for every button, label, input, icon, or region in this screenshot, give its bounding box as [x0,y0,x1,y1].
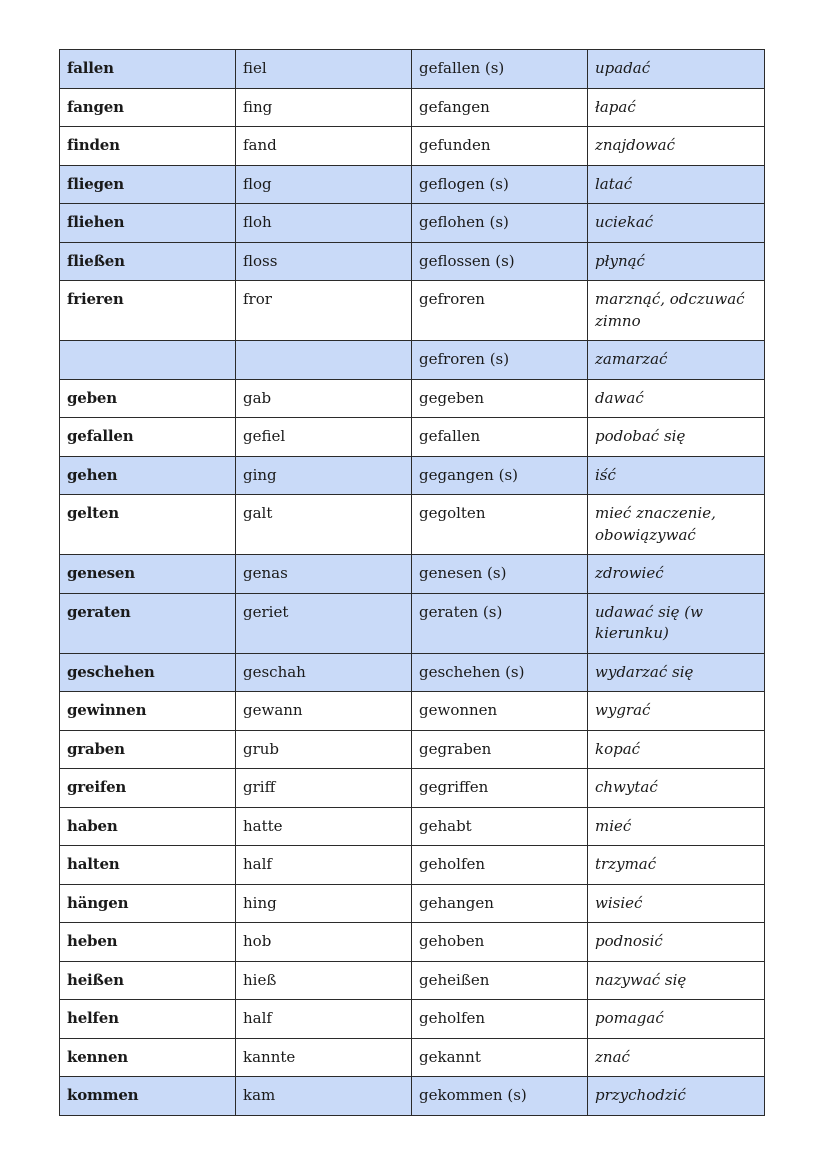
table-row [60,379,765,418]
infinitive-cell: fließen [60,242,236,281]
table-row [60,769,765,808]
table-row [60,807,765,846]
translation-cell: podobać się [588,418,765,457]
translation-cell: marznąć, odczuwać zimno [588,281,765,341]
table-row [60,593,765,653]
table-row [60,88,765,127]
verb-table [59,49,765,1116]
infinitive-cell: frieren [60,281,236,341]
translation-cell: wydarzać się [588,653,765,692]
infinitive-cell: fliegen [60,165,236,204]
praeteritum-cell: fiel [236,50,412,89]
table-row [60,730,765,769]
infinitive-cell: geschehen [60,653,236,692]
partizip-cell: gehabt [412,807,588,846]
translation-cell: podnosić [588,923,765,962]
praeteritum-cell: hieß [236,961,412,1000]
praeteritum-cell: ging [236,456,412,495]
translation-cell: uciekać [588,204,765,243]
praeteritum-cell: geschah [236,653,412,692]
partizip-cell: gehangen [412,884,588,923]
praeteritum-cell: galt [236,495,412,555]
partizip-cell: gefangen [412,88,588,127]
translation-cell: mieć znaczenie, obowiązywać [588,495,765,555]
infinitive-cell: gewinnen [60,692,236,731]
partizip-cell: gefroren [412,281,588,341]
translation-cell: dawać [588,379,765,418]
partizip-cell: gegolten [412,495,588,555]
infinitive-cell: heben [60,923,236,962]
translation-cell: płynąć [588,242,765,281]
praeteritum-cell: hing [236,884,412,923]
infinitive-cell: gelten [60,495,236,555]
partizip-cell: gegraben [412,730,588,769]
infinitive-cell: fliehen [60,204,236,243]
praeteritum-cell: gefiel [236,418,412,457]
infinitive-cell: helfen [60,1000,236,1039]
infinitive-cell: haben [60,807,236,846]
praeteritum-cell: fror [236,281,412,341]
table-row [60,884,765,923]
partizip-cell: geflohen (s) [412,204,588,243]
table-row [60,341,765,380]
infinitive-cell: fallen [60,50,236,89]
infinitive-cell: halten [60,846,236,885]
translation-cell: udawać się (w kierunku) [588,593,765,653]
partizip-cell: gekannt [412,1038,588,1077]
translation-cell: latać [588,165,765,204]
partizip-cell: geschehen (s) [412,653,588,692]
infinitive-cell: gefallen [60,418,236,457]
partizip-cell: geflogen (s) [412,165,588,204]
infinitive-cell [60,341,236,380]
praeteritum-cell: hatte [236,807,412,846]
infinitive-cell: finden [60,127,236,166]
partizip-cell: gehoben [412,923,588,962]
translation-cell: znać [588,1038,765,1077]
translation-cell: wisieć [588,884,765,923]
translation-cell: przychodzić [588,1077,765,1116]
infinitive-cell: gehen [60,456,236,495]
table-row [60,242,765,281]
praeteritum-cell: gewann [236,692,412,731]
infinitive-cell: hängen [60,884,236,923]
table-row [60,456,765,495]
table-row [60,495,765,555]
partizip-cell: geheißen [412,961,588,1000]
infinitive-cell: kennen [60,1038,236,1077]
translation-cell: zdrowieć [588,555,765,594]
praeteritum-cell: fing [236,88,412,127]
praeteritum-cell: flog [236,165,412,204]
table-row [60,165,765,204]
infinitive-cell: fangen [60,88,236,127]
infinitive-cell: greifen [60,769,236,808]
partizip-cell: genesen (s) [412,555,588,594]
table-row [60,961,765,1000]
praeteritum-cell: gab [236,379,412,418]
translation-cell: wygrać [588,692,765,731]
praeteritum-cell [236,341,412,380]
partizip-cell: gegriffen [412,769,588,808]
table-row [60,692,765,731]
translation-cell: kopać [588,730,765,769]
partizip-cell: gefunden [412,127,588,166]
praeteritum-cell: genas [236,555,412,594]
table-row [60,50,765,89]
praeteritum-cell: fand [236,127,412,166]
praeteritum-cell: griff [236,769,412,808]
infinitive-cell: graben [60,730,236,769]
table-row [60,1038,765,1077]
praeteritum-cell: hob [236,923,412,962]
table-row [60,1077,765,1116]
translation-cell: łapać [588,88,765,127]
partizip-cell: geflossen (s) [412,242,588,281]
praeteritum-cell: half [236,1000,412,1039]
praeteritum-cell: grub [236,730,412,769]
translation-cell: zamarzać [588,341,765,380]
table-row [60,418,765,457]
table-row [60,653,765,692]
praeteritum-cell: floss [236,242,412,281]
infinitive-cell: heißen [60,961,236,1000]
translation-cell: trzymać [588,846,765,885]
praeteritum-cell: floh [236,204,412,243]
partizip-cell: gefroren (s) [412,341,588,380]
partizip-cell: gefallen (s) [412,50,588,89]
translation-cell: znajdować [588,127,765,166]
table-row [60,1000,765,1039]
translation-cell: upadać [588,50,765,89]
partizip-cell: geholfen [412,1000,588,1039]
partizip-cell: gegeben [412,379,588,418]
translation-cell: nazywać się [588,961,765,1000]
praeteritum-cell: kannte [236,1038,412,1077]
infinitive-cell: geben [60,379,236,418]
infinitive-cell: geraten [60,593,236,653]
translation-cell: chwytać [588,769,765,808]
table-row [60,555,765,594]
praeteritum-cell: half [236,846,412,885]
translation-cell: iść [588,456,765,495]
praeteritum-cell: geriet [236,593,412,653]
partizip-cell: geraten (s) [412,593,588,653]
table-row [60,846,765,885]
partizip-cell: gewonnen [412,692,588,731]
infinitive-cell: genesen [60,555,236,594]
partizip-cell: gekommen (s) [412,1077,588,1116]
partizip-cell: gegangen (s) [412,456,588,495]
translation-cell: pomagać [588,1000,765,1039]
table-row [60,204,765,243]
partizip-cell: geholfen [412,846,588,885]
infinitive-cell: kommen [60,1077,236,1116]
table-row [60,127,765,166]
table-row [60,923,765,962]
translation-cell: mieć [588,807,765,846]
table-row [60,281,765,341]
partizip-cell: gefallen [412,418,588,457]
praeteritum-cell: kam [236,1077,412,1116]
